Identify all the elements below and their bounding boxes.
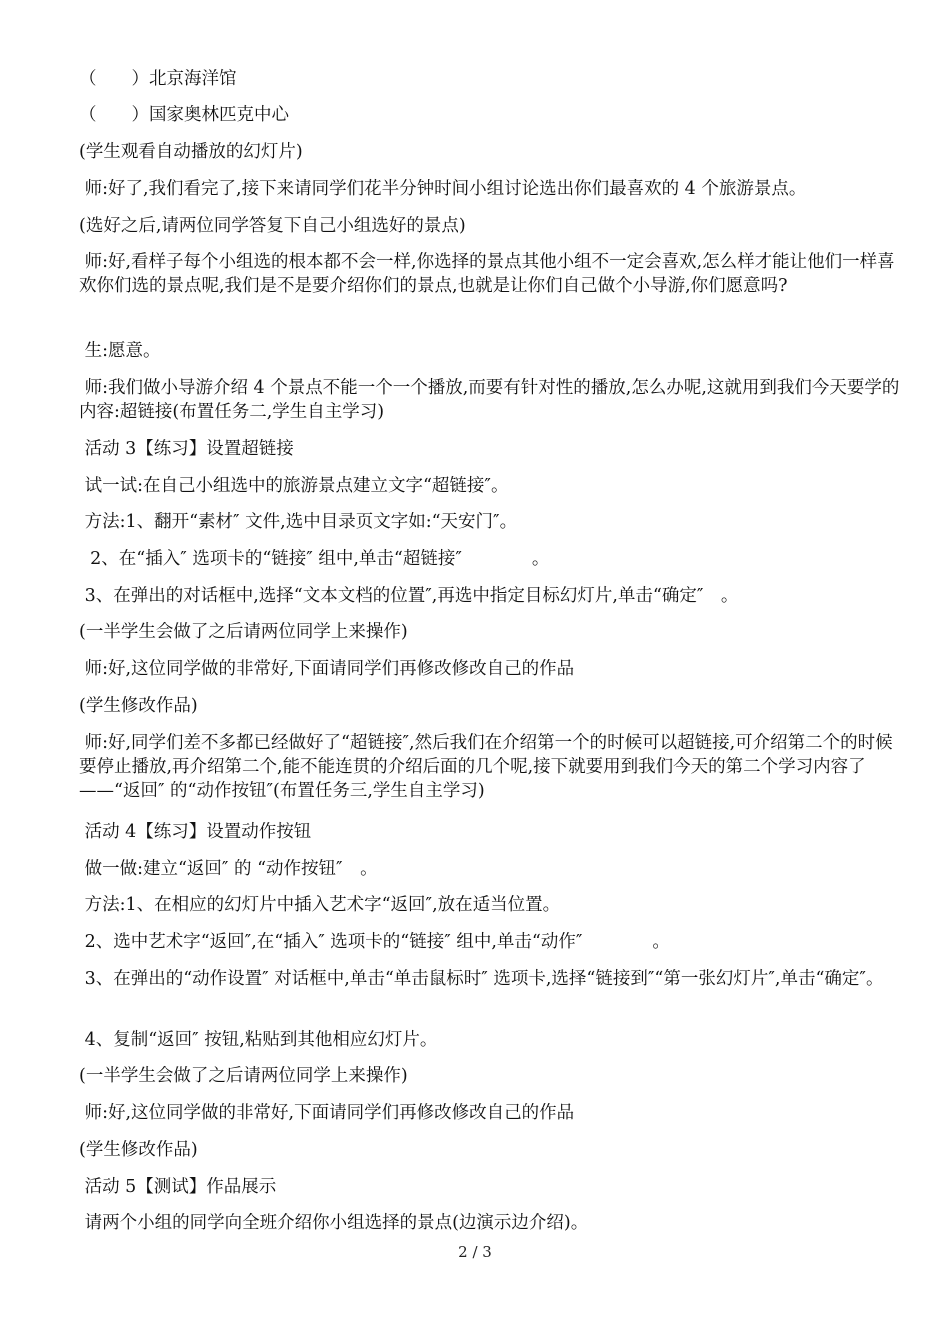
line-5: (选好之后,请两位同学答复下自己小组选好的景点) (79, 216, 466, 236)
line-19: 做一做:建立“返回″ 的 “动作按钮″ 。 (79, 859, 378, 879)
line-28: 请两个小组的同学向全班介绍你小组选择的景点(边演示边介绍)。 (79, 1213, 589, 1233)
line-4: 师:好了,我们看完了,接下来请同学们花半分钟时间小组讨论选出你们最喜欢的 4 个旅游景点。 (79, 179, 807, 199)
line-9: 活动 3【练习】设置超链接 (79, 439, 294, 459)
line-21: 2、选中艺术字“返回″,在“插入″ 选项卡的“链接″ 组中,单击“动作″ 。 (79, 932, 670, 952)
line-10: 试一试:在自己小组选中的旅游景点建立文字“超链接″。 (79, 476, 509, 496)
line-8: 师:我们做小导游介绍 4 个景点不能一个一个播放,而要有针对性的播放,怎么办呢,这就用到我们今天要学的内容:超链接(布置任务二,学生自主学习) (79, 378, 900, 422)
line-25: 师:好,这位同学做的非常好,下面请同学们再修改修改自己的作品 (79, 1103, 575, 1123)
line-11: 方法:1、翻开“素材″ 文件,选中目录页文字如:“天安门″。 (79, 512, 518, 532)
line-2: （ ）国家奥林匹克中心 (79, 105, 289, 125)
line-16: (学生修改作品) (79, 696, 198, 716)
line-15: 师:好,这位同学做的非常好,下面请同学们再修改修改自己的作品 (79, 659, 575, 679)
line-26: (学生修改作品) (79, 1140, 198, 1160)
line-14: (一半学生会做了之后请两位同学上来操作) (79, 622, 408, 642)
line-23: 4、复制“返回″ 按钮,粘贴到其他相应幻灯片。 (79, 1030, 438, 1050)
line-12: 2、在“插入″ 选项卡的“链接″ 组中,单击“超链接″ 。 (79, 549, 550, 569)
line-1: （ ）北京海洋馆 (79, 69, 237, 89)
line-22: 3、在弹出的“动作设置″ 对话框中,单击“单击鼠标时″ 选项卡,选择“链接到″“第一张幻灯片″,单击“确定″。 (79, 969, 884, 989)
line-7: 生:愿意。 (79, 341, 161, 361)
line-6: 师:好,看样子每个小组选的根本都不会一样,你选择的景点其他小组不一定会喜欢,怎么样才能让他们一样喜欢你们选的景点呢,我们是不是要介绍你们的景点,也就是让你们自己做个小导游,你们愿意吗? (79, 252, 895, 296)
line-3: (学生观看自动播放的幻灯片) (79, 142, 303, 162)
line-27: 活动 5【测试】作品展示 (79, 1177, 277, 1197)
line-24: (一半学生会做了之后请两位同学上来操作) (79, 1066, 408, 1086)
line-18: 活动 4【练习】设置动作按钮 (79, 822, 312, 842)
page-number: 2 / 3 (458, 1243, 492, 1261)
line-20: 方法:1、在相应的幻灯片中插入艺术字“返回″,放在适当位置。 (79, 895, 561, 915)
line-17: 师:好,同学们差不多都已经做好了“超链接″,然后我们在介绍第一个的时候可以超链接,可介绍第二个的时候要停止播放,再介绍第二个,能不能连贯的介绍后面的几个呢,接下就要用到我们今天的第二个学习内容了——“返回″ 的“动作按钮″(布置任务三,学生自主学习) (79, 733, 893, 801)
line-13: 3、在弹出的对话框中,选择“文本文档的位置″,再选中指定目标幻灯片,单击“确定″ 。 (79, 586, 739, 606)
